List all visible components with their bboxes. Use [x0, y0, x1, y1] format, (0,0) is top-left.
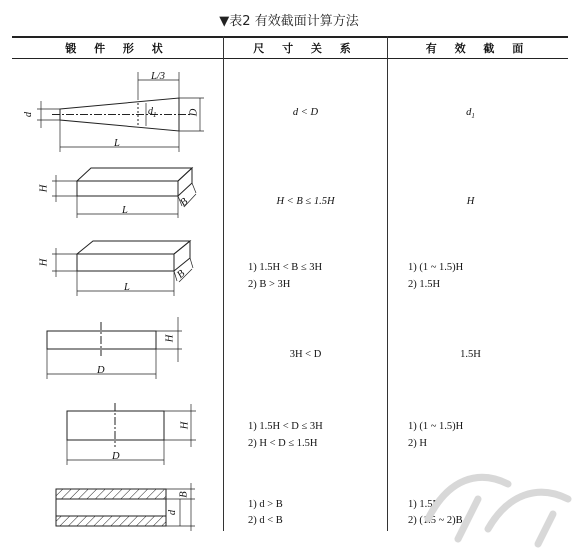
- row1-relation: d < D: [292, 107, 319, 118]
- label-l-third: L/3: [151, 71, 166, 82]
- header-relation: 尺 寸 关 系: [253, 42, 358, 55]
- label-d-left: d: [23, 111, 35, 118]
- row4-relation: 3H < D: [289, 349, 322, 360]
- row6-relation-2: 2) d < B: [248, 515, 283, 526]
- label-h-row4: H: [164, 334, 176, 343]
- label-d-row4: D: [97, 365, 105, 376]
- label-l-row3: L: [124, 282, 130, 293]
- row2-section: H: [466, 196, 475, 207]
- row6-section-1: 1) 1.5B: [408, 499, 440, 510]
- label-l-row2: L: [122, 205, 128, 216]
- flat-bar-drawing: [52, 241, 193, 296]
- row5-relation-1: 1) 1.5H < D ≤ 3H: [248, 421, 323, 432]
- table-caption: ▼表2 有效截面计算方法: [219, 14, 359, 29]
- row6-relation-1: 1) d > B: [248, 499, 283, 510]
- header-shape: 锻 件 形 状: [65, 42, 170, 55]
- row4-section: 1.5H: [460, 349, 481, 360]
- label-d1: $d_1$: [148, 106, 157, 119]
- label-b-row3: B: [175, 268, 188, 281]
- label-d-row5: D: [112, 451, 120, 462]
- thin-disc-drawing: [47, 317, 182, 379]
- label-h-row2: H: [38, 184, 50, 193]
- label-h-row3: H: [38, 258, 50, 267]
- row5-section-2: 2) H: [408, 438, 427, 449]
- label-b-row6: B: [178, 491, 190, 498]
- label-h-row5: H: [179, 421, 191, 430]
- row3-section-2: 2) 1.5H: [408, 279, 441, 290]
- row5-section-1: 1) (1 ~ 1.5)H: [408, 421, 464, 432]
- watermark-logo: [418, 459, 578, 549]
- row1-section: $d_1$: [466, 107, 475, 121]
- row6-section-2: 2) (1.5 ~ 2)B: [408, 515, 463, 526]
- row5-relation-2: 2) H < D ≤ 1.5H: [248, 438, 318, 449]
- header-section: 有 效 截 面: [425, 42, 531, 55]
- label-l-row1: L: [114, 138, 120, 149]
- row2-relation: H < B ≤ 1.5H: [276, 196, 335, 207]
- label-d-row6: d: [167, 509, 179, 516]
- row3-relation-1: 1) 1.5H < B ≤ 3H: [248, 262, 323, 273]
- label-big-d: D: [188, 108, 200, 117]
- hollow-cylinder-drawing: [56, 483, 195, 531]
- row3-relation-2: 2) B > 3H: [248, 279, 291, 290]
- thick-disc-drawing: [67, 403, 196, 465]
- row3-section-1: 1) (1 ~ 1.5)H: [408, 262, 464, 273]
- tapered-shaft-drawing: [37, 72, 204, 152]
- label-b-row2: B: [178, 196, 191, 209]
